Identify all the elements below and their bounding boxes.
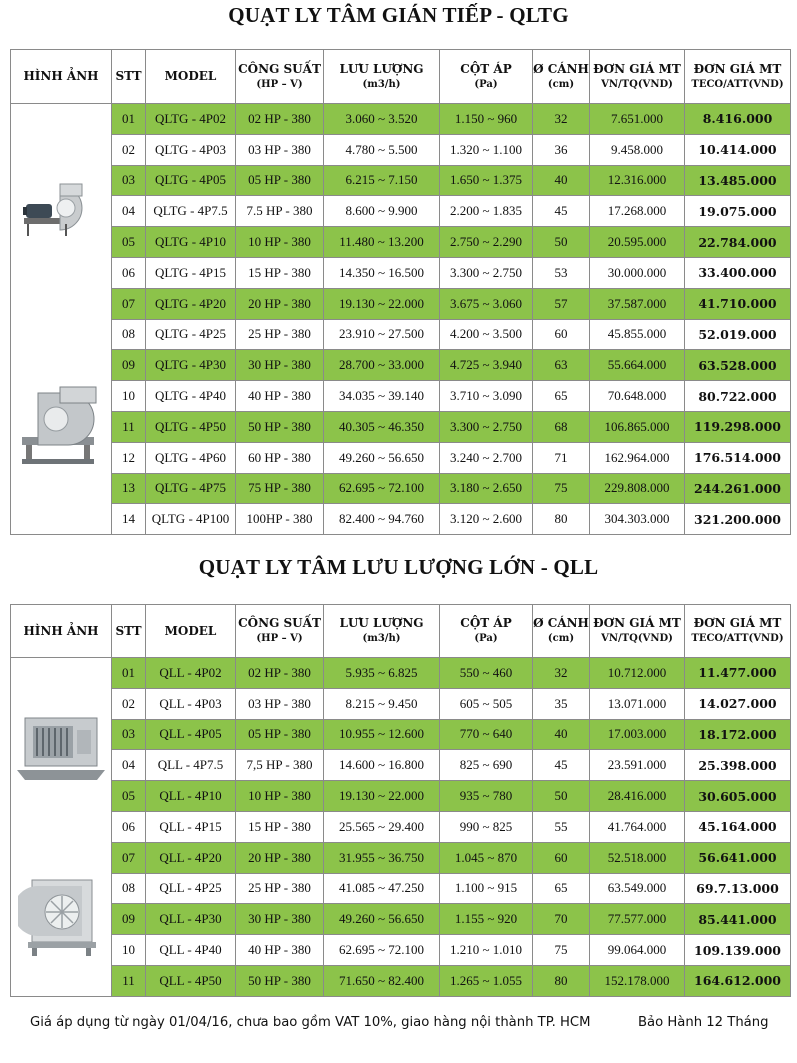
qll-header-row xyxy=(11,605,791,658)
cell-blade: 71 xyxy=(533,442,590,473)
header-blade: Ø CÁNH (cm) xyxy=(533,50,590,104)
qltg-row xyxy=(11,350,791,381)
cell-stt: 02 xyxy=(112,688,146,719)
cell-power: 75 HP - 380 xyxy=(236,473,324,504)
qltg-row xyxy=(11,442,791,473)
cell-model: QLTG - 4P60 xyxy=(146,442,236,473)
cell-stt: 11 xyxy=(112,411,146,442)
cell-flow: 62.695 ~ 72.100 xyxy=(324,935,440,966)
cell-flow: 11.480 ~ 13.200 xyxy=(324,227,440,258)
cell-price-vn: 304.303.000 xyxy=(590,504,685,535)
qltg-row xyxy=(11,196,791,227)
cell-price-vn: 17.003.000 xyxy=(590,719,685,750)
cell-price-vn: 10.712.000 xyxy=(590,658,685,689)
cell-flow: 62.695 ~ 72.100 xyxy=(324,473,440,504)
cell-stt: 13 xyxy=(112,473,146,504)
cell-stt: 06 xyxy=(112,257,146,288)
cell-price-teco: 18.172.000 xyxy=(685,719,791,750)
cell-price-vn: 77.577.000 xyxy=(590,904,685,935)
cell-blade: 45 xyxy=(533,196,590,227)
cell-flow: 41.085 ~ 47.250 xyxy=(324,873,440,904)
cell-power: 30 HP - 380 xyxy=(236,350,324,381)
cell-price-vn: 9.458.000 xyxy=(590,134,685,165)
header-blade: Ø CÁNH (cm) xyxy=(533,605,590,658)
cell-pressure: 1.045 ~ 870 xyxy=(440,842,533,873)
cell-power: 10 HP - 380 xyxy=(236,781,324,812)
cell-stt: 01 xyxy=(112,658,146,689)
cell-flow: 6.215 ~ 7.150 xyxy=(324,165,440,196)
cell-price-vn: 23.591.000 xyxy=(590,750,685,781)
cell-stt: 09 xyxy=(112,904,146,935)
cell-flow: 34.035 ~ 39.140 xyxy=(324,381,440,412)
cell-power: 40 HP - 380 xyxy=(236,935,324,966)
cell-price-teco: 63.528.000 xyxy=(685,350,791,381)
cell-flow: 82.400 ~ 94.760 xyxy=(324,504,440,535)
cell-stt: 05 xyxy=(112,227,146,258)
cell-price-teco: 10.414.000 xyxy=(685,134,791,165)
cell-blade: 40 xyxy=(533,719,590,750)
header-pressure: CỘT ÁP (Pa) xyxy=(440,605,533,658)
cell-blade: 50 xyxy=(533,781,590,812)
cell-pressure: 1.210 ~ 1.010 xyxy=(440,935,533,966)
cell-blade: 57 xyxy=(533,288,590,319)
cell-model: QLTG - 4P02 xyxy=(146,104,236,135)
qll-price-table xyxy=(10,604,791,997)
cell-pressure: 1.100 ~ 915 xyxy=(440,873,533,904)
cell-blade: 35 xyxy=(533,688,590,719)
cell-stt: 07 xyxy=(112,288,146,319)
cell-power: 50 HP - 380 xyxy=(236,965,324,996)
cell-model: QLTG - 4P15 xyxy=(146,257,236,288)
cell-flow: 49.260 ~ 56.650 xyxy=(324,904,440,935)
header-stt: STT xyxy=(112,605,146,658)
cell-blade: 75 xyxy=(533,935,590,966)
qltg-row xyxy=(11,504,791,535)
cell-flow: 19.130 ~ 22.000 xyxy=(324,288,440,319)
qll-row xyxy=(11,719,791,750)
header-price-vn: ĐƠN GIÁ MT VN/TQ(VND) xyxy=(590,605,685,658)
cell-blade: 55 xyxy=(533,811,590,842)
cell-price-vn: 17.268.000 xyxy=(590,196,685,227)
cell-pressure: 4.725 ~ 3.940 xyxy=(440,350,533,381)
cell-price-teco: 164.612.000 xyxy=(685,965,791,996)
qll-row xyxy=(11,811,791,842)
cell-price-teco: 85.441.000 xyxy=(685,904,791,935)
cell-price-teco: 45.164.000 xyxy=(685,811,791,842)
cell-power: 20 HP - 380 xyxy=(236,288,324,319)
cell-price-teco: 33.400.000 xyxy=(685,257,791,288)
qll-row xyxy=(11,842,791,873)
cell-price-teco: 11.477.000 xyxy=(685,658,791,689)
cell-power: 02 HP - 380 xyxy=(236,658,324,689)
cell-stt: 12 xyxy=(112,442,146,473)
header-image: HÌNH ẢNH xyxy=(11,50,112,104)
cell-blade: 36 xyxy=(533,134,590,165)
cell-blade: 63 xyxy=(533,350,590,381)
cell-model: QLTG - 4P50 xyxy=(146,411,236,442)
cell-pressure: 1.155 ~ 920 xyxy=(440,904,533,935)
cell-stt: 08 xyxy=(112,873,146,904)
cell-model: QLTG - 4P30 xyxy=(146,350,236,381)
header-image: HÌNH ẢNH xyxy=(11,605,112,658)
cell-pressure: 3.240 ~ 2.700 xyxy=(440,442,533,473)
header-model: MODEL xyxy=(146,605,236,658)
cell-price-teco: 244.261.000 xyxy=(685,473,791,504)
cell-model: QLL - 4P10 xyxy=(146,781,236,812)
cell-model: QLTG - 4P75 xyxy=(146,473,236,504)
cell-price-vn: 55.664.000 xyxy=(590,350,685,381)
cell-pressure: 1.265 ~ 1.055 xyxy=(440,965,533,996)
cell-price-vn: 20.595.000 xyxy=(590,227,685,258)
cell-flow: 8.215 ~ 9.450 xyxy=(324,688,440,719)
cell-price-vn: 37.587.000 xyxy=(590,288,685,319)
cell-flow: 14.350 ~ 16.500 xyxy=(324,257,440,288)
cell-price-teco: 321.200.000 xyxy=(685,504,791,535)
cell-blade: 40 xyxy=(533,165,590,196)
cell-model: QLL - 4P25 xyxy=(146,873,236,904)
cell-model: QLTG - 4P40 xyxy=(146,381,236,412)
header-price-teco: ĐƠN GIÁ MT TECO/ATT(VND) xyxy=(685,50,791,104)
qltg-row xyxy=(11,288,791,319)
cell-model: QLL - 4P20 xyxy=(146,842,236,873)
qltg-row xyxy=(11,227,791,258)
qll-row xyxy=(11,750,791,781)
cell-pressure: 605 ~ 505 xyxy=(440,688,533,719)
cell-power: 03 HP - 380 xyxy=(236,688,324,719)
qll-row xyxy=(11,688,791,719)
cell-stt: 02 xyxy=(112,134,146,165)
cell-price-vn: 229.808.000 xyxy=(590,473,685,504)
cell-pressure: 990 ~ 825 xyxy=(440,811,533,842)
cell-power: 05 HP - 380 xyxy=(236,719,324,750)
cell-model: QLTG - 4P100 xyxy=(146,504,236,535)
cell-power: 50 HP - 380 xyxy=(236,411,324,442)
cell-price-teco: 14.027.000 xyxy=(685,688,791,719)
cell-price-vn: 52.518.000 xyxy=(590,842,685,873)
cell-blade: 45 xyxy=(533,750,590,781)
cell-price-teco: 119.298.000 xyxy=(685,411,791,442)
qltg-price-table xyxy=(10,49,791,535)
cell-price-vn: 13.071.000 xyxy=(590,688,685,719)
cell-flow: 3.060 ~ 3.520 xyxy=(324,104,440,135)
cell-power: 10 HP - 380 xyxy=(236,227,324,258)
fan-large-flow-housing-icon xyxy=(11,842,112,996)
header-model: MODEL xyxy=(146,50,236,104)
cell-pressure: 825 ~ 690 xyxy=(440,750,533,781)
cell-price-vn: 63.549.000 xyxy=(590,873,685,904)
qltg-row xyxy=(11,257,791,288)
cell-stt: 06 xyxy=(112,811,146,842)
cell-price-teco: 176.514.000 xyxy=(685,442,791,473)
cell-blade: 65 xyxy=(533,873,590,904)
cell-blade: 60 xyxy=(533,842,590,873)
cell-model: QLL - 4P50 xyxy=(146,965,236,996)
cell-pressure: 1.650 ~ 1.375 xyxy=(440,165,533,196)
cell-stt: 05 xyxy=(112,781,146,812)
qll-row xyxy=(11,935,791,966)
cell-flow: 71.650 ~ 82.400 xyxy=(324,965,440,996)
cell-price-teco: 22.784.000 xyxy=(685,227,791,258)
qll-row xyxy=(11,658,791,689)
cell-power: 60 HP - 380 xyxy=(236,442,324,473)
cell-price-vn: 45.855.000 xyxy=(590,319,685,350)
cell-power: 30 HP - 380 xyxy=(236,904,324,935)
footer-note: Giá áp dụng từ ngày 01/04/16, chưa bao gồm VAT 10%, giao hàng nội thành TP. HCM xyxy=(30,1015,591,1030)
fan-indirect-housing-icon xyxy=(11,319,112,535)
fan-large-flow-open-icon xyxy=(11,658,112,843)
qltg-row xyxy=(11,104,791,135)
cell-model: QLTG - 4P25 xyxy=(146,319,236,350)
cell-pressure: 1.320 ~ 1.100 xyxy=(440,134,533,165)
cell-stt: 07 xyxy=(112,842,146,873)
cell-power: 7.5 HP - 380 xyxy=(236,196,324,227)
qll-row xyxy=(11,965,791,996)
cell-price-teco: 80.722.000 xyxy=(685,381,791,412)
cell-pressure: 2.750 ~ 2.290 xyxy=(440,227,533,258)
cell-stt: 01 xyxy=(112,104,146,135)
cell-price-vn: 7.651.000 xyxy=(590,104,685,135)
cell-flow: 49.260 ~ 56.650 xyxy=(324,442,440,473)
cell-flow: 23.910 ~ 27.500 xyxy=(324,319,440,350)
cell-power: 40 HP - 380 xyxy=(236,381,324,412)
cell-flow: 25.565 ~ 29.400 xyxy=(324,811,440,842)
cell-pressure: 4.200 ~ 3.500 xyxy=(440,319,533,350)
cell-price-vn: 70.648.000 xyxy=(590,381,685,412)
cell-pressure: 3.710 ~ 3.090 xyxy=(440,381,533,412)
cell-price-teco: 52.019.000 xyxy=(685,319,791,350)
cell-model: QLTG - 4P05 xyxy=(146,165,236,196)
cell-model: QLTG - 4P20 xyxy=(146,288,236,319)
cell-price-vn: 152.178.000 xyxy=(590,965,685,996)
cell-price-teco: 25.398.000 xyxy=(685,750,791,781)
qltg-row xyxy=(11,319,791,350)
cell-price-vn: 162.964.000 xyxy=(590,442,685,473)
cell-price-teco: 8.416.000 xyxy=(685,104,791,135)
cell-model: QLL - 4P05 xyxy=(146,719,236,750)
cell-flow: 10.955 ~ 12.600 xyxy=(324,719,440,750)
cell-stt: 08 xyxy=(112,319,146,350)
cell-model: QLL - 4P03 xyxy=(146,688,236,719)
qltg-row xyxy=(11,165,791,196)
header-power: CÔNG SUẤT (HP – V) xyxy=(236,50,324,104)
qltg-row xyxy=(11,473,791,504)
cell-price-vn: 99.064.000 xyxy=(590,935,685,966)
cell-model: QLL - 4P15 xyxy=(146,811,236,842)
cell-pressure: 3.675 ~ 3.060 xyxy=(440,288,533,319)
cell-blade: 80 xyxy=(533,965,590,996)
cell-price-teco: 69.7.13.000 xyxy=(685,873,791,904)
cell-stt: 10 xyxy=(112,381,146,412)
qll-row xyxy=(11,781,791,812)
header-power: CÔNG SUẤT (HP – V) xyxy=(236,605,324,658)
cell-blade: 75 xyxy=(533,473,590,504)
cell-model: QLL - 4P30 xyxy=(146,904,236,935)
cell-price-teco: 56.641.000 xyxy=(685,842,791,873)
cell-price-vn: 12.316.000 xyxy=(590,165,685,196)
cell-stt: 03 xyxy=(112,165,146,196)
header-pressure: CỘT ÁP (Pa) xyxy=(440,50,533,104)
cell-blade: 32 xyxy=(533,658,590,689)
cell-stt: 11 xyxy=(112,965,146,996)
cell-flow: 4.780 ~ 5.500 xyxy=(324,134,440,165)
cell-price-vn: 28.416.000 xyxy=(590,781,685,812)
cell-model: QLL - 4P7.5 xyxy=(146,750,236,781)
header-stt: STT xyxy=(112,50,146,104)
cell-power: 7,5 HP - 380 xyxy=(236,750,324,781)
cell-blade: 80 xyxy=(533,504,590,535)
cell-pressure: 3.300 ~ 2.750 xyxy=(440,411,533,442)
cell-pressure: 935 ~ 780 xyxy=(440,781,533,812)
cell-flow: 14.600 ~ 16.800 xyxy=(324,750,440,781)
cell-blade: 50 xyxy=(533,227,590,258)
cell-model: QLL - 4P40 xyxy=(146,935,236,966)
cell-blade: 65 xyxy=(533,381,590,412)
cell-flow: 28.700 ~ 33.000 xyxy=(324,350,440,381)
cell-price-vn: 41.764.000 xyxy=(590,811,685,842)
cell-power: 100HP - 380 xyxy=(236,504,324,535)
cell-price-teco: 109.139.000 xyxy=(685,935,791,966)
cell-flow: 40.305 ~ 46.350 xyxy=(324,411,440,442)
qltg-row xyxy=(11,381,791,412)
header-price-vn: ĐƠN GIÁ MT VN/TQ(VND) xyxy=(590,50,685,104)
cell-blade: 70 xyxy=(533,904,590,935)
cell-blade: 32 xyxy=(533,104,590,135)
cell-stt: 03 xyxy=(112,719,146,750)
cell-price-teco: 30.605.000 xyxy=(685,781,791,812)
qll-row xyxy=(11,904,791,935)
cell-price-vn: 106.865.000 xyxy=(590,411,685,442)
cell-model: QLTG - 4P03 xyxy=(146,134,236,165)
cell-pressure: 3.300 ~ 2.750 xyxy=(440,257,533,288)
qltg-row xyxy=(11,411,791,442)
cell-price-vn: 30.000.000 xyxy=(590,257,685,288)
cell-power: 05 HP - 380 xyxy=(236,165,324,196)
cell-blade: 53 xyxy=(533,257,590,288)
cell-flow: 19.130 ~ 22.000 xyxy=(324,781,440,812)
cell-price-teco: 13.485.000 xyxy=(685,165,791,196)
cell-pressure: 2.200 ~ 1.835 xyxy=(440,196,533,227)
cell-stt: 04 xyxy=(112,196,146,227)
cell-blade: 68 xyxy=(533,411,590,442)
cell-model: QLL - 4P02 xyxy=(146,658,236,689)
cell-power: 02 HP - 380 xyxy=(236,104,324,135)
qltg-row xyxy=(11,134,791,165)
cell-power: 15 HP - 380 xyxy=(236,257,324,288)
qltg-title: QUẠT LY TÂM GIÁN TIẾP - QLTG xyxy=(228,3,569,27)
cell-pressure: 770 ~ 640 xyxy=(440,719,533,750)
qll-row xyxy=(11,873,791,904)
qltg-header-row xyxy=(11,50,791,104)
header-price-teco: ĐƠN GIÁ MT TECO/ATT(VND) xyxy=(685,605,791,658)
header-flow: LƯU LƯỢNG (m3/h) xyxy=(324,605,440,658)
cell-power: 20 HP - 380 xyxy=(236,842,324,873)
cell-pressure: 3.180 ~ 2.650 xyxy=(440,473,533,504)
cell-flow: 8.600 ~ 9.900 xyxy=(324,196,440,227)
cell-stt: 09 xyxy=(112,350,146,381)
cell-flow: 31.955 ~ 36.750 xyxy=(324,842,440,873)
cell-power: 15 HP - 380 xyxy=(236,811,324,842)
warranty-label: Bảo Hành 12 Tháng xyxy=(638,1015,769,1030)
cell-model: QLTG - 4P7.5 xyxy=(146,196,236,227)
cell-stt: 10 xyxy=(112,935,146,966)
cell-power: 25 HP - 380 xyxy=(236,319,324,350)
cell-pressure: 3.120 ~ 2.600 xyxy=(440,504,533,535)
cell-blade: 60 xyxy=(533,319,590,350)
header-flow: LƯU LƯỢNG (m3/h) xyxy=(324,50,440,104)
fan-indirect-motor-icon xyxy=(11,104,112,320)
cell-price-teco: 19.075.000 xyxy=(685,196,791,227)
cell-price-teco: 41.710.000 xyxy=(685,288,791,319)
cell-pressure: 1.150 ~ 960 xyxy=(440,104,533,135)
qll-title: QUẠT LY TÂM LƯU LƯỢNG LỚN - QLL xyxy=(198,555,599,579)
cell-model: QLTG - 4P10 xyxy=(146,227,236,258)
cell-pressure: 550 ~ 460 xyxy=(440,658,533,689)
cell-flow: 5.935 ~ 6.825 xyxy=(324,658,440,689)
cell-power: 25 HP - 380 xyxy=(236,873,324,904)
cell-power: 03 HP - 380 xyxy=(236,134,324,165)
cell-stt: 04 xyxy=(112,750,146,781)
cell-stt: 14 xyxy=(112,504,146,535)
